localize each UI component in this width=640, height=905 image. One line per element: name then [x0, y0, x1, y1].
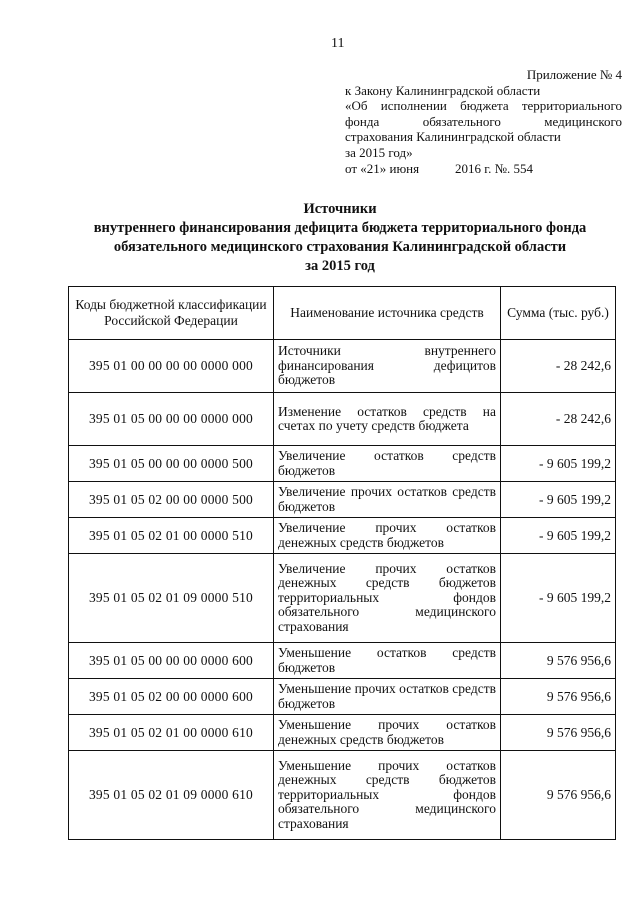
title-line: Источники	[303, 201, 377, 217]
table-row	[69, 554, 616, 643]
amount-cell: - 9 605 199,2	[501, 446, 616, 482]
budget-code-cell: 395 01 00 00 00 00 0000 000	[69, 340, 274, 393]
budget-code-cell: 395 01 05 02 01 09 0000 510	[69, 554, 274, 643]
amount-cell: 9 576 956,6	[501, 679, 616, 715]
amount-cell: 9 576 956,6	[501, 643, 616, 679]
title-line: обязательного медицинского страхования Калининградской области	[113, 239, 567, 255]
amount-cell: 9 576 956,6	[501, 751, 616, 840]
law-date-year: 2016 г. №. 554	[455, 160, 534, 176]
budget-code-cell: 395 01 05 02 01 00 0000 610	[69, 715, 274, 751]
title-line: внутреннего финансирования дефицита бюджета территориального фонда	[93, 220, 587, 236]
table-row	[69, 482, 616, 518]
table-row	[69, 643, 616, 679]
amount-cell: - 9 605 199,2	[501, 554, 616, 643]
source-name-cell: Уменьшение прочих остатков денежных средств бюджетов территориальных фондов обязательного медицинского страхования	[274, 751, 501, 840]
appendix-line: фонда обязательного медицинского	[345, 113, 622, 129]
page-number: 11	[331, 36, 345, 51]
title-line: за 2015 год	[305, 258, 375, 274]
law-date-prefix: от «21» июня	[345, 160, 420, 176]
source-name-cell: Уменьшение прочих остатков средств бюджетов	[274, 679, 501, 715]
source-name-cell: Уменьшение прочих остатков денежных средств бюджетов	[274, 715, 501, 751]
appendix-line: за 2015 год»	[345, 144, 413, 160]
law-date	[345, 161, 622, 177]
appendix-block	[345, 67, 622, 177]
column-header-name: Наименование источника средств	[274, 287, 501, 340]
source-name-cell: Увеличение прочих остатков денежных средств бюджетов	[274, 518, 501, 554]
column-header-code: Коды бюджетной классификации Российской Федерации	[69, 287, 274, 340]
table-row	[69, 751, 616, 840]
table-row	[69, 446, 616, 482]
budget-code-cell: 395 01 05 00 00 00 0000 000	[69, 393, 274, 446]
amount-cell: 9 576 956,6	[501, 715, 616, 751]
budget-code-cell: 395 01 05 02 01 09 0000 610	[69, 751, 274, 840]
amount-cell: - 9 605 199,2	[501, 518, 616, 554]
budget-code-cell: 395 01 05 02 01 00 0000 510	[69, 518, 274, 554]
source-name-cell: Уменьшение остатков средств бюджетов	[274, 643, 501, 679]
appendix-line: страхования Калининградской области	[345, 129, 561, 145]
table-row	[69, 518, 616, 554]
budget-code-cell: 395 01 05 02 00 00 0000 500	[69, 482, 274, 518]
amount-cell: - 9 605 199,2	[501, 482, 616, 518]
source-name-cell: Увеличение прочих остатков денежных средств бюджетов территориальных фондов обязательного медицинского страхования	[274, 554, 501, 643]
source-name-cell: Увеличение остатков средств бюджетов	[274, 446, 501, 482]
budget-code-cell: 395 01 05 02 00 00 0000 600	[69, 679, 274, 715]
budget-code-cell: 395 01 05 00 00 00 0000 600	[69, 643, 274, 679]
table-row	[69, 393, 616, 446]
budget-code-cell: 395 01 05 00 00 00 0000 500	[69, 446, 274, 482]
amount-cell: - 28 242,6	[501, 393, 616, 446]
appendix-title: Приложение № 4	[526, 67, 622, 82]
source-name-cell: Изменение остатков средств на счетах по учету средств бюджета	[274, 393, 501, 446]
source-name-cell: Увеличение прочих остатков средств бюджетов	[274, 482, 501, 518]
sources-table	[68, 286, 616, 840]
document-title	[60, 200, 620, 276]
appendix-line: к Закону Калининградской области	[345, 82, 541, 98]
source-name-cell: Источники внутреннего финансирования дефицитов бюджетов	[274, 340, 501, 393]
table-row	[69, 679, 616, 715]
table-row	[69, 715, 616, 751]
appendix-line: «Об исполнении бюджета территориального	[345, 98, 622, 114]
table-header-row	[69, 287, 616, 340]
column-header-sum: Сумма (тыс. руб.)	[501, 287, 616, 340]
table-row	[69, 340, 616, 393]
amount-cell: - 28 242,6	[501, 340, 616, 393]
